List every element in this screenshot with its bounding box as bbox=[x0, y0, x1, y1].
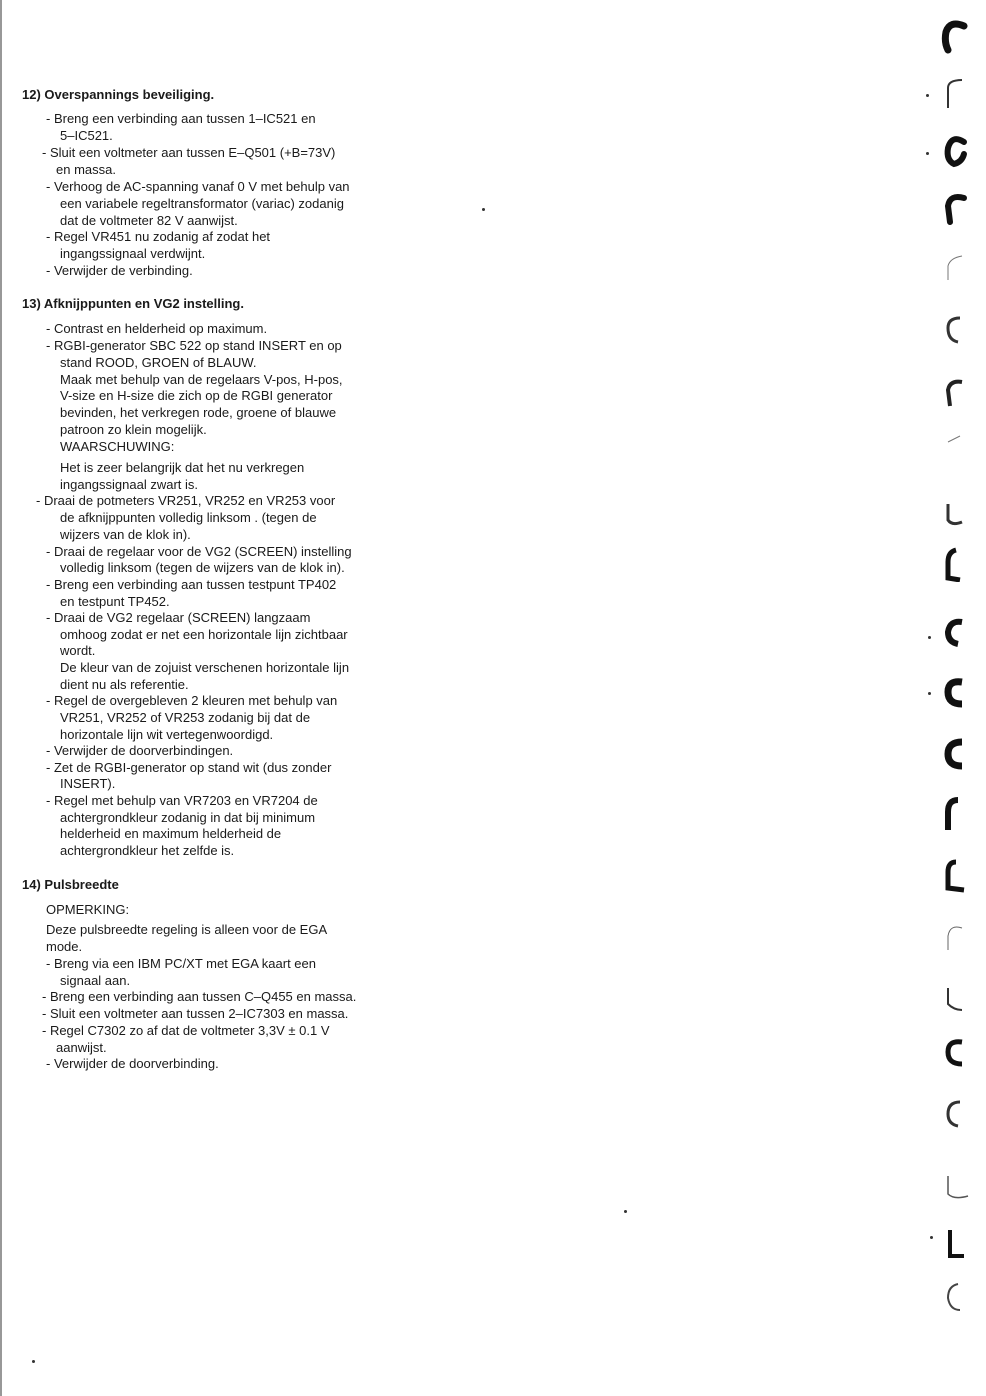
text-line: aanwijst. bbox=[56, 1040, 107, 1055]
section-title-14: 14) Pulsbreedte bbox=[22, 877, 119, 892]
text-line: - Draai de regelaar voor de VG2 (SCREEN) instelling bbox=[46, 544, 352, 559]
text-line: - Regel met behulp van VR7203 en VR7204 de bbox=[46, 793, 318, 808]
binder-hole-mark bbox=[940, 252, 970, 288]
text-line: - RGBI-generator SBC 522 op stand INSERT en op bbox=[46, 338, 342, 353]
binder-hole-mark bbox=[940, 1034, 970, 1070]
text-line: Deze pulsbreedte regeling is alleen voor de EGA bbox=[46, 922, 328, 937]
section-title-12: 12) Overspannings beveiliging. bbox=[22, 87, 215, 102]
binder-hole-mark bbox=[940, 858, 970, 894]
text-line: - Zet de RGBI-generator op stand wit (dus zonder bbox=[46, 760, 332, 775]
text-line: ingangssignaal zwart is. bbox=[60, 477, 199, 492]
text-line: - Verwijder de verbinding. bbox=[46, 263, 193, 278]
text-line: - Regel VR451 nu zodanig af zodat het bbox=[46, 229, 271, 244]
text-line: 5–IC521. bbox=[60, 128, 113, 143]
binder-hole-mark bbox=[940, 546, 970, 582]
text-line: - Sluit een voltmeter aan tussen E–Q501 (+B=73V) bbox=[42, 145, 336, 160]
text-line: - Contrast en helderheid op maximum. bbox=[46, 321, 268, 336]
scan-speck bbox=[926, 152, 929, 155]
text-line: - Breng via een IBM PC/XT met EGA kaart een bbox=[46, 956, 316, 971]
text-line: achtergrondkleur zodanig in dat bij minimum bbox=[60, 810, 316, 825]
text-line: V-size en H-size die zich op de RGBI generator bbox=[60, 388, 333, 403]
scan-speck bbox=[624, 1210, 627, 1213]
text-line: - Draai de potmeters VR251, VR252 en VR253 voor bbox=[36, 493, 336, 508]
text-line: dat de voltmeter 82 V aanwijst. bbox=[60, 213, 238, 228]
text-line: en massa. bbox=[56, 162, 116, 177]
binder-hole-mark bbox=[940, 796, 970, 832]
scan-speck bbox=[928, 636, 931, 639]
scan-left-edge bbox=[0, 0, 2, 1396]
text-line: - Verwijder de doorverbinding. bbox=[46, 1056, 219, 1071]
binder-hole-mark bbox=[940, 1280, 970, 1316]
binder-hole-mark bbox=[940, 428, 970, 464]
text-line: een variabele regeltransformator (variac) zodanig bbox=[60, 196, 344, 211]
text-line: De kleur van de zojuist verschenen horizontale lijn bbox=[60, 660, 350, 675]
binder-hole-mark bbox=[940, 736, 970, 772]
text-line: - Verhoog de AC-spanning vanaf 0 V met behulp van bbox=[46, 179, 350, 194]
binder-hole-mark bbox=[940, 1172, 970, 1208]
binder-hole-mark bbox=[940, 190, 970, 226]
binder-hole-mark bbox=[940, 132, 970, 168]
text-line: stand ROOD, GROEN of BLAUW. bbox=[60, 355, 257, 370]
text-line: - Regel de overgebleven 2 kleuren met behulp van bbox=[46, 693, 338, 708]
text-line: dient nu als referentie. bbox=[60, 677, 189, 692]
binder-hole-mark bbox=[940, 496, 970, 532]
text-line: OPMERKING: bbox=[46, 902, 130, 917]
text-line: - Draai de VG2 regelaar (SCREEN) langzaam bbox=[46, 610, 311, 625]
section-title-13: 13) Afknijppunten en VG2 instelling. bbox=[22, 296, 244, 311]
scan-speck bbox=[926, 94, 929, 97]
text-line: Het is zeer belangrijk dat het nu verkregen bbox=[60, 460, 305, 475]
text-line: patroon zo klein mogelijk. bbox=[60, 422, 207, 437]
text-line: helderheid en maximum helderheid de bbox=[60, 826, 282, 841]
text-line: en testpunt TP452. bbox=[60, 594, 170, 609]
scan-speck bbox=[930, 1236, 933, 1239]
text-line: Maak met behulp van de regelaars V-pos, H-pos, bbox=[60, 372, 343, 387]
binder-hole-mark bbox=[940, 374, 970, 410]
binder-hole-mark bbox=[940, 1096, 970, 1132]
binder-hole-mark bbox=[940, 1226, 970, 1262]
text-line: de afknijppunten volledig linksom . (tegen de bbox=[60, 510, 317, 525]
binder-hole-mark bbox=[940, 674, 970, 710]
scan-speck bbox=[482, 208, 485, 211]
binder-hole-mark bbox=[940, 614, 970, 650]
text-line: INSERT). bbox=[60, 776, 116, 791]
scan-speck bbox=[928, 692, 931, 695]
text-line: - Verwijder de doorverbindingen. bbox=[46, 743, 234, 758]
text-line: ingangssignaal verdwijnt. bbox=[60, 246, 206, 261]
text-line: VR251, VR252 of VR253 zodanig bij dat de bbox=[60, 710, 311, 725]
text-line: - Regel C7302 zo af dat de voltmeter 3,3V ± 0.1 V bbox=[42, 1023, 330, 1038]
text-line: signaal aan. bbox=[60, 973, 131, 988]
text-line: wijzers van de klok in). bbox=[60, 527, 191, 542]
text-line: wordt. bbox=[60, 643, 96, 658]
binder-hole-mark bbox=[940, 18, 970, 54]
text-line: omhoog zodat er net een horizontale lijn zichtbaar bbox=[60, 627, 348, 642]
text-line: horizontale lijn wit vertegenwoordigd. bbox=[60, 727, 274, 742]
binder-hole-mark bbox=[940, 76, 970, 112]
text-line: WAARSCHUWING: bbox=[60, 439, 175, 454]
text-line: achtergrondkleur het zelfde is. bbox=[60, 843, 235, 858]
text-line: - Breng een verbinding aan tussen testpunt TP402 bbox=[46, 577, 337, 592]
text-line: - Sluit een voltmeter aan tussen 2–IC7303 en massa. bbox=[42, 1006, 349, 1021]
binder-hole-mark bbox=[940, 980, 970, 1016]
text-line: - Breng een verbinding aan tussen C–Q455 en massa. bbox=[42, 989, 357, 1004]
binder-hole-mark bbox=[940, 920, 970, 956]
scan-speck bbox=[32, 1360, 35, 1363]
text-line: - Breng een verbinding aan tussen 1–IC521 en bbox=[46, 111, 316, 126]
binder-hole-mark bbox=[940, 312, 970, 348]
text-line: bevinden, het verkregen rode, groene of blauwe bbox=[60, 405, 337, 420]
text-line: volledig linksom (tegen de wijzers van de klok in). bbox=[60, 560, 345, 575]
text-line: mode. bbox=[46, 939, 83, 954]
